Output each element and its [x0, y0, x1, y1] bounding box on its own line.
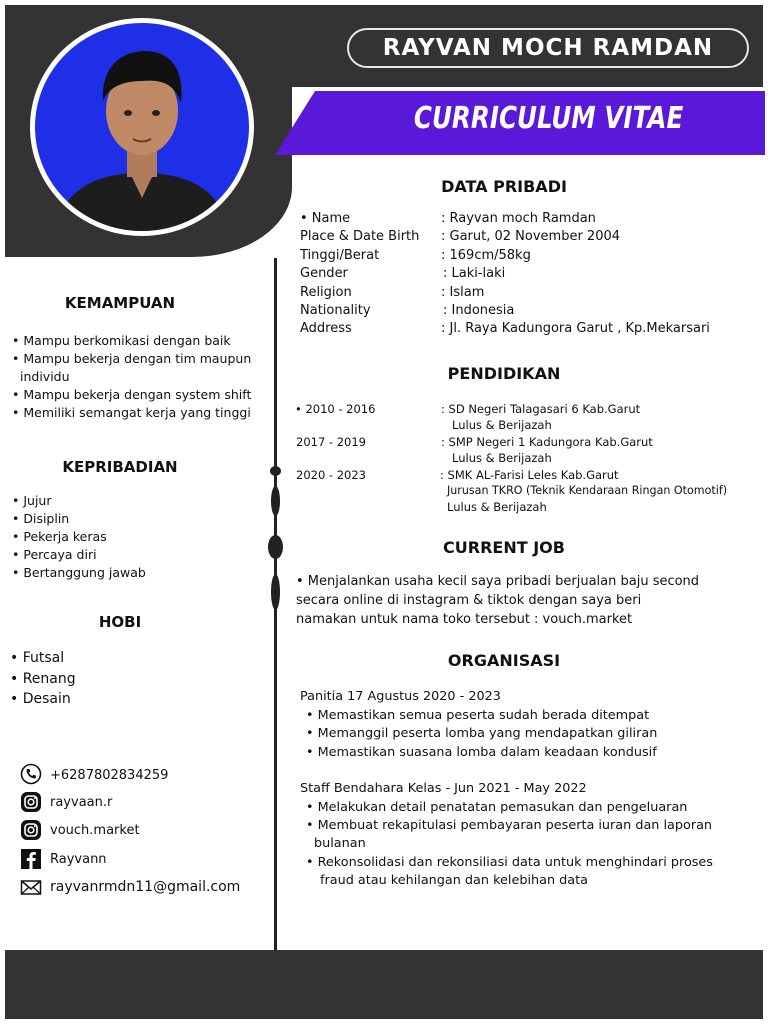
- personal-value: : Rayvan moch Ramdan: [441, 211, 596, 226]
- personality-heading: KEPRIBADIAN: [62, 458, 178, 476]
- phone-icon: [20, 763, 42, 785]
- organization-duty: bulanan: [314, 836, 366, 851]
- organization-title: Panitia 17 Agustus 2020 - 2023: [300, 689, 501, 704]
- personal-value: : Garut, 02 November 2004: [441, 229, 621, 244]
- personality-item: • Bertanggung jawab: [12, 565, 146, 580]
- personal-heading: DATA PRIBADI: [441, 177, 567, 196]
- personal-label: Address: [300, 321, 352, 336]
- education-school: : SMK AL-Farisi Leles Kab.Garut: [440, 468, 619, 482]
- personal-value: : Islam: [441, 285, 485, 300]
- facebook-name: Rayvann: [50, 852, 107, 867]
- facebook-icon: [20, 848, 42, 870]
- divider-ornament: [271, 486, 280, 516]
- profile-photo-frame: [30, 18, 254, 236]
- email-icon: [20, 876, 42, 898]
- skill-item: individu: [20, 369, 70, 384]
- personal-value: : 169cm/58kg: [441, 248, 531, 263]
- organization-heading: ORGANISASI: [447, 651, 561, 670]
- personality-item: • Jujur: [12, 493, 52, 508]
- instagram-shop-handle: vouch.market: [50, 823, 140, 838]
- profile-photo: [35, 23, 249, 231]
- personality-item: • Disiplin: [12, 511, 70, 526]
- personal-label: Religion: [300, 285, 352, 300]
- personal-label: Nationality: [300, 303, 371, 318]
- instagram-icon: [20, 819, 42, 841]
- personal-value: : Jl. Raya Kadungora Garut , Kp.Mekarsari: [441, 321, 710, 336]
- job-heading: CURRENT JOB: [443, 538, 565, 557]
- organization-duty: fraud atau kehilangan dan kelebihan data: [320, 873, 588, 888]
- skill-item: • Mampu bekerja dengan system shift: [12, 387, 252, 402]
- education-years: 2017 - 2019: [296, 435, 366, 449]
- person-portrait-icon: [35, 23, 249, 231]
- instagram-icon: [20, 791, 42, 813]
- footer-bar: [5, 950, 763, 1019]
- skill-item: • Memiliki semangat kerja yang tinggi: [12, 405, 251, 420]
- education-years: 2020 - 2023: [296, 468, 366, 482]
- education-school: : SD Negeri Talagasari 6 Kab.Garut: [441, 402, 641, 416]
- personality-item: • Pekerja keras: [12, 529, 107, 544]
- personal-value: : Laki-laki: [443, 266, 506, 281]
- education-note: Lulus & Berijazah: [452, 451, 552, 465]
- education-years: • 2010 - 2016: [295, 402, 376, 416]
- organization-duty: • Melakukan detail penatatan pemasukan dan pengeluaran: [306, 800, 688, 815]
- job-line: namakan untuk nama toko tersebut : vouch.market: [296, 612, 633, 627]
- full-name: RAYVAN MOCH RAMDAN: [347, 28, 749, 68]
- personal-value: : Indonesia: [443, 303, 515, 318]
- organization-duty: • Memastikan suasana lomba dalam keadaan kondusif: [306, 745, 657, 760]
- hobby-heading: HOBI: [98, 613, 142, 631]
- education-heading: PENDIDIKAN: [447, 364, 561, 383]
- hobby-item: • Desain: [10, 691, 71, 707]
- job-line: • Menjalankan usaha kecil saya pribadi berjualan baju second: [296, 574, 700, 589]
- organization-duty: • Memanggil peserta lomba yang mendapatkan giliran: [306, 726, 658, 741]
- education-school: : SMP Negeri 1 Kadungora Kab.Garut: [441, 435, 653, 449]
- hobby-item: • Futsal: [10, 650, 65, 666]
- instagram-handle: rayvaan.r: [50, 795, 113, 810]
- skills-heading: KEMAMPUAN: [64, 294, 176, 312]
- skill-item: • Mampu bekerja dengan tim maupun: [12, 351, 252, 366]
- organization-duty: • Memastikan semua peserta sudah berada ditempat: [306, 708, 650, 723]
- job-line: secara online di instagram & tiktok dengan saya beri: [296, 593, 642, 608]
- personal-label: • Name: [300, 211, 351, 226]
- organization-title: Staff Bendahara Kelas - Jun 2021 - May 2022: [300, 781, 587, 796]
- phone-number: +6287802834259: [50, 768, 169, 783]
- education-major: Jurusan TKRO (Teknik Kendaraan Ringan Otomotif): [447, 484, 728, 497]
- divider-ornament: [271, 574, 280, 610]
- organization-duty: • Membuat rekapitulasi pembayaran peserta iuran dan laporan: [306, 818, 713, 833]
- personality-item: • Percaya diri: [12, 547, 97, 562]
- divider-ornament: [268, 535, 283, 559]
- personal-label: Gender: [300, 266, 348, 281]
- email-address: rayvanrmdn11@gmail.com: [50, 879, 241, 895]
- divider-ornament: [270, 466, 281, 476]
- organization-duty: • Rekonsolidasi dan rekonsiliasi data untuk menghindari proses: [306, 855, 713, 870]
- personal-label: Place & Date Birth: [300, 229, 420, 244]
- skill-item: • Mampu berkomikasi dengan baik: [12, 333, 231, 348]
- personal-label: Tinggi/Berat: [300, 248, 380, 263]
- hobby-item: • Renang: [10, 671, 76, 687]
- page-title: CURRICULUM VITAE: [413, 101, 684, 136]
- education-note: Lulus & Berijazah: [447, 500, 547, 514]
- education-note: Lulus & Berijazah: [452, 418, 552, 432]
